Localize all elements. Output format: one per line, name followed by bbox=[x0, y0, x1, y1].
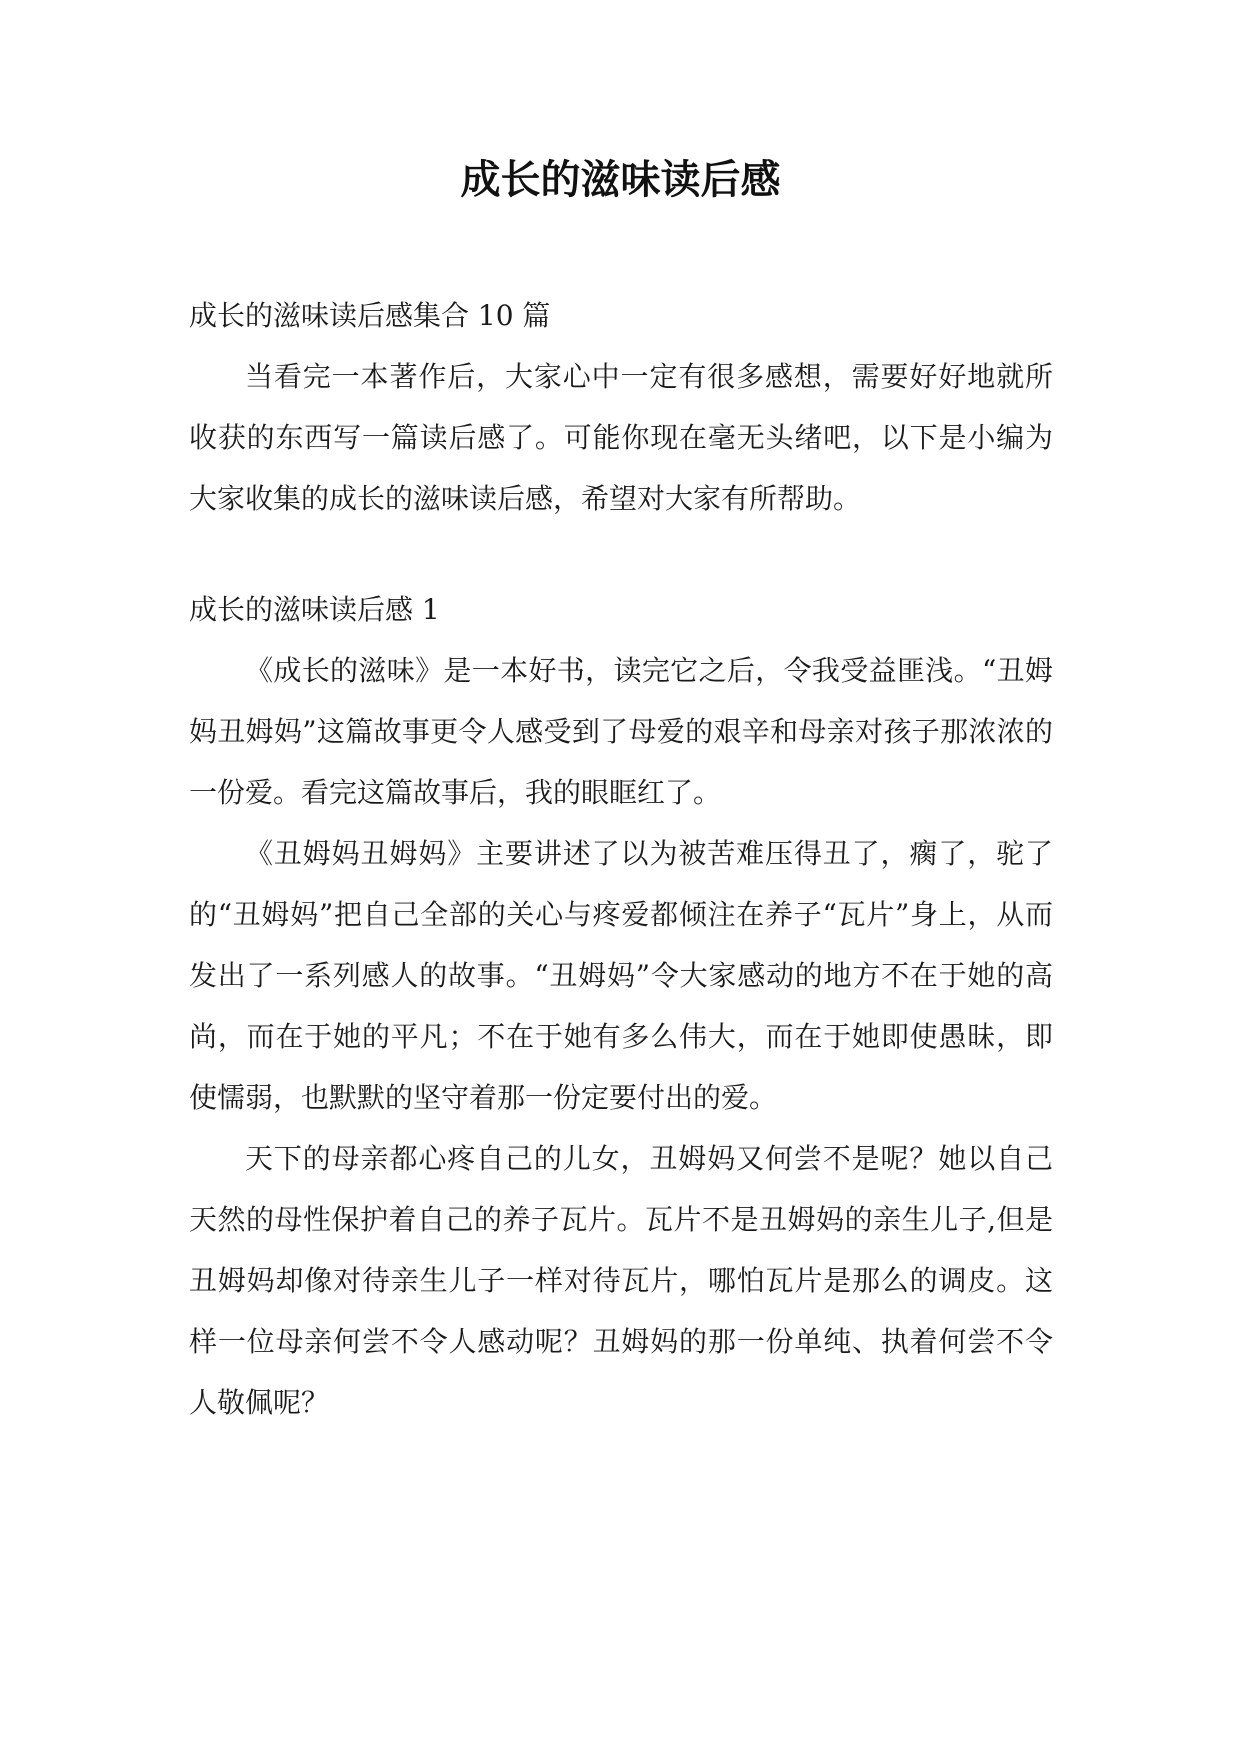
section-spacer bbox=[189, 529, 1053, 579]
document-title: 成长的滋味读后感 bbox=[460, 156, 781, 203]
body-paragraph: 《成长的滋味》是一本好书，读完它之后，令我受益匪浅。“丑姆妈丑姆妈”这篇故事更令人感受到了母爱的艰辛和母亲对孩子那浓浓的一份爱。看完这篇故事后，我的眼眶红了。 bbox=[189, 654, 1053, 809]
intro-paragraph: 当看完一本著作后，大家心中一定有很多感想，需要好好地就所收获的东西写一篇读后感了。可能你现在毫无头绪吧，以下是小编为大家收集的成长的滋味读后感，希望对大家有所帮助。 bbox=[189, 360, 1053, 515]
body-paragraph: 天下的母亲都心疼自己的儿女，丑姆妈又何尝不是呢？她以自己天然的母性保护着自己的养子瓦片。瓦片不是丑姆妈的亲生儿子,但是丑姆妈却像对待亲生儿子一样对待瓦片，哪怕瓦片是那么的调皮。这样一位母亲何尝不令人感动呢？丑姆妈的那一份单纯、执着何尝不令人敬佩呢？ bbox=[189, 1142, 1053, 1419]
document-body bbox=[189, 285, 1053, 1433]
section-heading: 成长的滋味读后感 1 bbox=[189, 593, 440, 626]
collection-subtitle: 成长的滋味读后感集合 10 篇 bbox=[189, 299, 551, 332]
body-paragraph: 《丑姆妈丑姆妈》主要讲述了以为被苦难压得丑了，瘸了，驼了的“丑姆妈”把自己全部的关心与疼爱都倾注在养子“瓦片”身上，从而发出了一系列感人的故事。“丑姆妈”令大家感动的地方不在于她的高尚，而在于她的平凡；不在于她有多么伟大，而在于她即使愚昧，即使懦弱，也默默的坚守着那一份定要付出的爱。 bbox=[189, 837, 1053, 1114]
